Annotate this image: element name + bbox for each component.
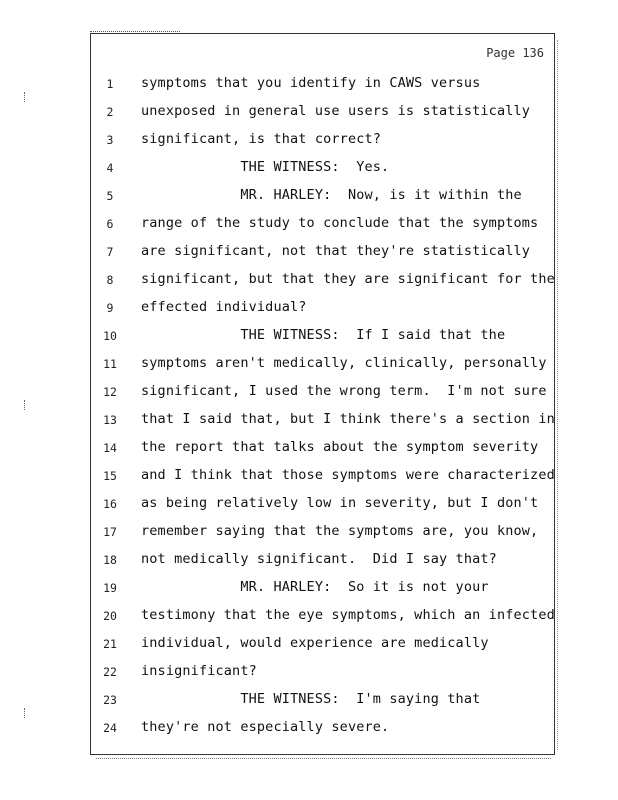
line-text: they're not especially severe.	[141, 719, 390, 735]
line-text: and I think that those symptoms were characterized	[141, 467, 555, 483]
line-number: 19	[103, 581, 117, 595]
line-text: unexposed in general use users is statistically	[141, 103, 531, 119]
line-number: 9	[106, 301, 114, 315]
line-number: 16	[103, 497, 117, 511]
line-number: 14	[103, 441, 117, 455]
line-number: 17	[103, 525, 117, 539]
line-number: 21	[103, 637, 117, 651]
line-number: 10	[103, 329, 117, 343]
left-margin-mark	[24, 708, 27, 718]
line-text: MR. HARLEY: So it is not your	[141, 579, 489, 595]
line-number: 18	[103, 553, 117, 567]
line-number: 11	[103, 357, 117, 371]
line-number: 7	[106, 245, 114, 259]
line-text: range of the study to conclude that the symptoms	[141, 215, 539, 231]
line-text: the report that talks about the symptom severity	[141, 439, 539, 455]
line-text: symptoms that you identify in CAWS versus	[141, 75, 481, 91]
line-number: 3	[106, 133, 114, 147]
line-text: that I said that, but I think there's a section in	[141, 411, 555, 427]
line-text: significant, is that correct?	[141, 131, 382, 147]
transcript-page	[90, 33, 555, 755]
line-text: symptoms aren't medically, clinically, personally	[141, 355, 547, 371]
line-number: 4	[106, 161, 114, 175]
line-number: 2	[106, 105, 114, 119]
left-margin-mark	[24, 92, 27, 102]
line-text: are significant, not that they're statistically	[141, 243, 531, 259]
line-number: 22	[103, 665, 117, 679]
line-text: not medically significant. Did I say that?	[141, 551, 497, 567]
bottom-edge-mark	[96, 758, 551, 760]
line-number: 12	[103, 385, 117, 399]
line-text: significant, but that they are significant for the	[141, 271, 555, 287]
line-text: effected individual?	[141, 299, 307, 315]
line-number: 20	[103, 609, 117, 623]
right-margin-rule	[557, 40, 558, 750]
line-text: remember saying that the symptoms are, you know,	[141, 523, 539, 539]
page-number: Page 136	[486, 46, 544, 60]
left-margin-mark	[24, 400, 27, 410]
line-text: THE WITNESS: Yes.	[141, 159, 390, 175]
line-text: THE WITNESS: If I said that the	[141, 327, 506, 343]
line-text: insignificant?	[141, 663, 257, 679]
line-number: 8	[106, 273, 114, 287]
line-text: as being relatively low in severity, but I don't	[141, 495, 539, 511]
line-text: testimony that the eye symptoms, which an infected	[141, 607, 555, 623]
line-text: MR. HARLEY: Now, is it within the	[141, 187, 522, 203]
line-number: 23	[103, 693, 117, 707]
line-number: 13	[103, 413, 117, 427]
line-text: significant, I used the wrong term. I'm not sure	[141, 383, 547, 399]
line-number: 1	[106, 77, 114, 91]
line-number: 15	[103, 469, 117, 483]
line-text: THE WITNESS: I'm saying that	[141, 691, 481, 707]
line-number: 5	[106, 189, 114, 203]
line-text: individual, would experience are medically	[141, 635, 489, 651]
line-number: 6	[106, 217, 114, 231]
line-number: 24	[103, 721, 117, 735]
